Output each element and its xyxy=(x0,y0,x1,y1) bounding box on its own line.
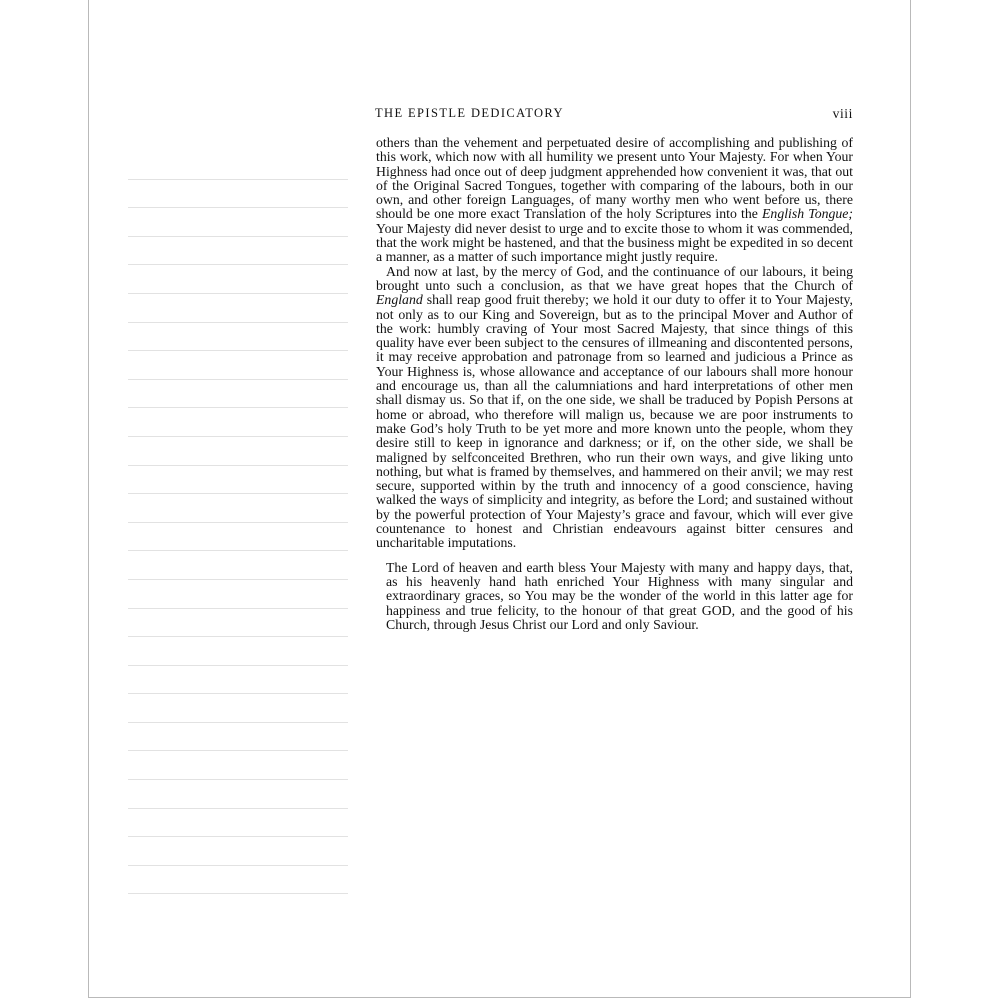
note-line xyxy=(128,694,348,723)
note-line xyxy=(128,723,348,752)
note-line xyxy=(128,351,348,380)
closing-paragraph: The Lord of heaven and earth bless Your Majesty with many and happy days, that, as his heavenly hand hath enriched Your Highness with many singular and extraordinary graces, so You may be the wonder of the world in this latter age for happiness and true felicity, to the honour of that great GOD, and the good of his Church, through Jesus Christ our Lord and only Saviour. xyxy=(386,559,853,632)
paragraph-1-text: others than the vehement and perpetuated desire of accomplishing and publishing of this work, which now with all humility we present unto Your Majesty. For when Your Highness had once out of deep judgment apprehended how convenient it was, that out of the Original Sacred Tongues, together with comparing of the labours, both in our own, and other foreign Languages, of many worthy men who went before us, there should be one more exact Translation of the holy Scriptures into the xyxy=(376,135,853,222)
note-line xyxy=(128,380,348,409)
paragraph-1-italic: English Tongue; xyxy=(762,206,854,222)
note-line xyxy=(128,637,348,666)
note-line xyxy=(128,609,348,638)
paragraph-1-rest: Your Majesty did never desist to urge and to excite those to whom it was commended, that the work might be hastened, and that the business might be expedited in so decent a manner, as a matter of such importance might justly require. xyxy=(376,220,853,265)
note-line xyxy=(128,837,348,866)
note-line xyxy=(128,437,348,466)
paragraph-1 xyxy=(376,136,853,265)
note-line xyxy=(128,523,348,552)
page-number: viii xyxy=(832,106,853,121)
note-line xyxy=(128,809,348,838)
note-line xyxy=(128,237,348,266)
note-line xyxy=(128,323,348,352)
note-line xyxy=(128,180,348,209)
paragraph-2-rest: shall reap good fruit thereby; we hold it our duty to offer it to Your Majesty, not only as to our King and Sovereign, but as to the principal Mover and Author of the work: humbly craving of Your most Sacred Majesty, that since things of this quality have ever been subject to the censures of illmeaning and discontented persons, it may receive approbation and patronage from so learned and judicious a Prince as Your Highness is, whose allowance and acceptance of our labours shall more honour and encourage us, than all the calumniations and hard interpretations of other men shall dismay us. So that if, on the one side, we shall be traduced by Popish Persons at home or abroad, who therefore will malign us, because we are poor instruments to make God’s holy Truth to be yet more and more known unto the people, whom they desire still to keep in ignorance and darkness; or if, on the other side, we shall be maligned by selfconceited Brethren, who run their own ways, and give liking unto nothing, but what is framed by themselves, and hammered on their anvil; we may rest secure, supported within by the truth and innocency of a good conscience, having walked the ways of simplicity and integrity, as before the Lord; and sustained without by the powerful protection of Your Majesty’s grace and favour, which will ever give countenance to honest and Christian endeavours against bitter censures and uncharitable imputations. xyxy=(376,292,853,551)
note-line xyxy=(128,494,348,523)
note-line xyxy=(128,780,348,809)
note-lines xyxy=(128,151,348,911)
note-line xyxy=(128,666,348,695)
note-line xyxy=(128,551,348,580)
note-line xyxy=(128,265,348,294)
paragraph-2 xyxy=(376,265,853,551)
note-line xyxy=(128,866,348,895)
body-text xyxy=(376,136,853,632)
note-line xyxy=(128,751,348,780)
page-header xyxy=(375,106,853,124)
note-line xyxy=(128,466,348,495)
note-line xyxy=(128,294,348,323)
paragraph-2-italic: England xyxy=(376,292,423,308)
running-title: THE EPISTLE DEDICATORY xyxy=(375,106,564,120)
note-line xyxy=(128,151,348,180)
note-line xyxy=(128,580,348,609)
note-line xyxy=(128,208,348,237)
note-line xyxy=(128,408,348,437)
paragraph-2-text: And now at last, by the mercy of God, and the continuance of our labours, it being brought unto such a conclusion, as that we have great hopes that the Church of xyxy=(376,263,853,293)
